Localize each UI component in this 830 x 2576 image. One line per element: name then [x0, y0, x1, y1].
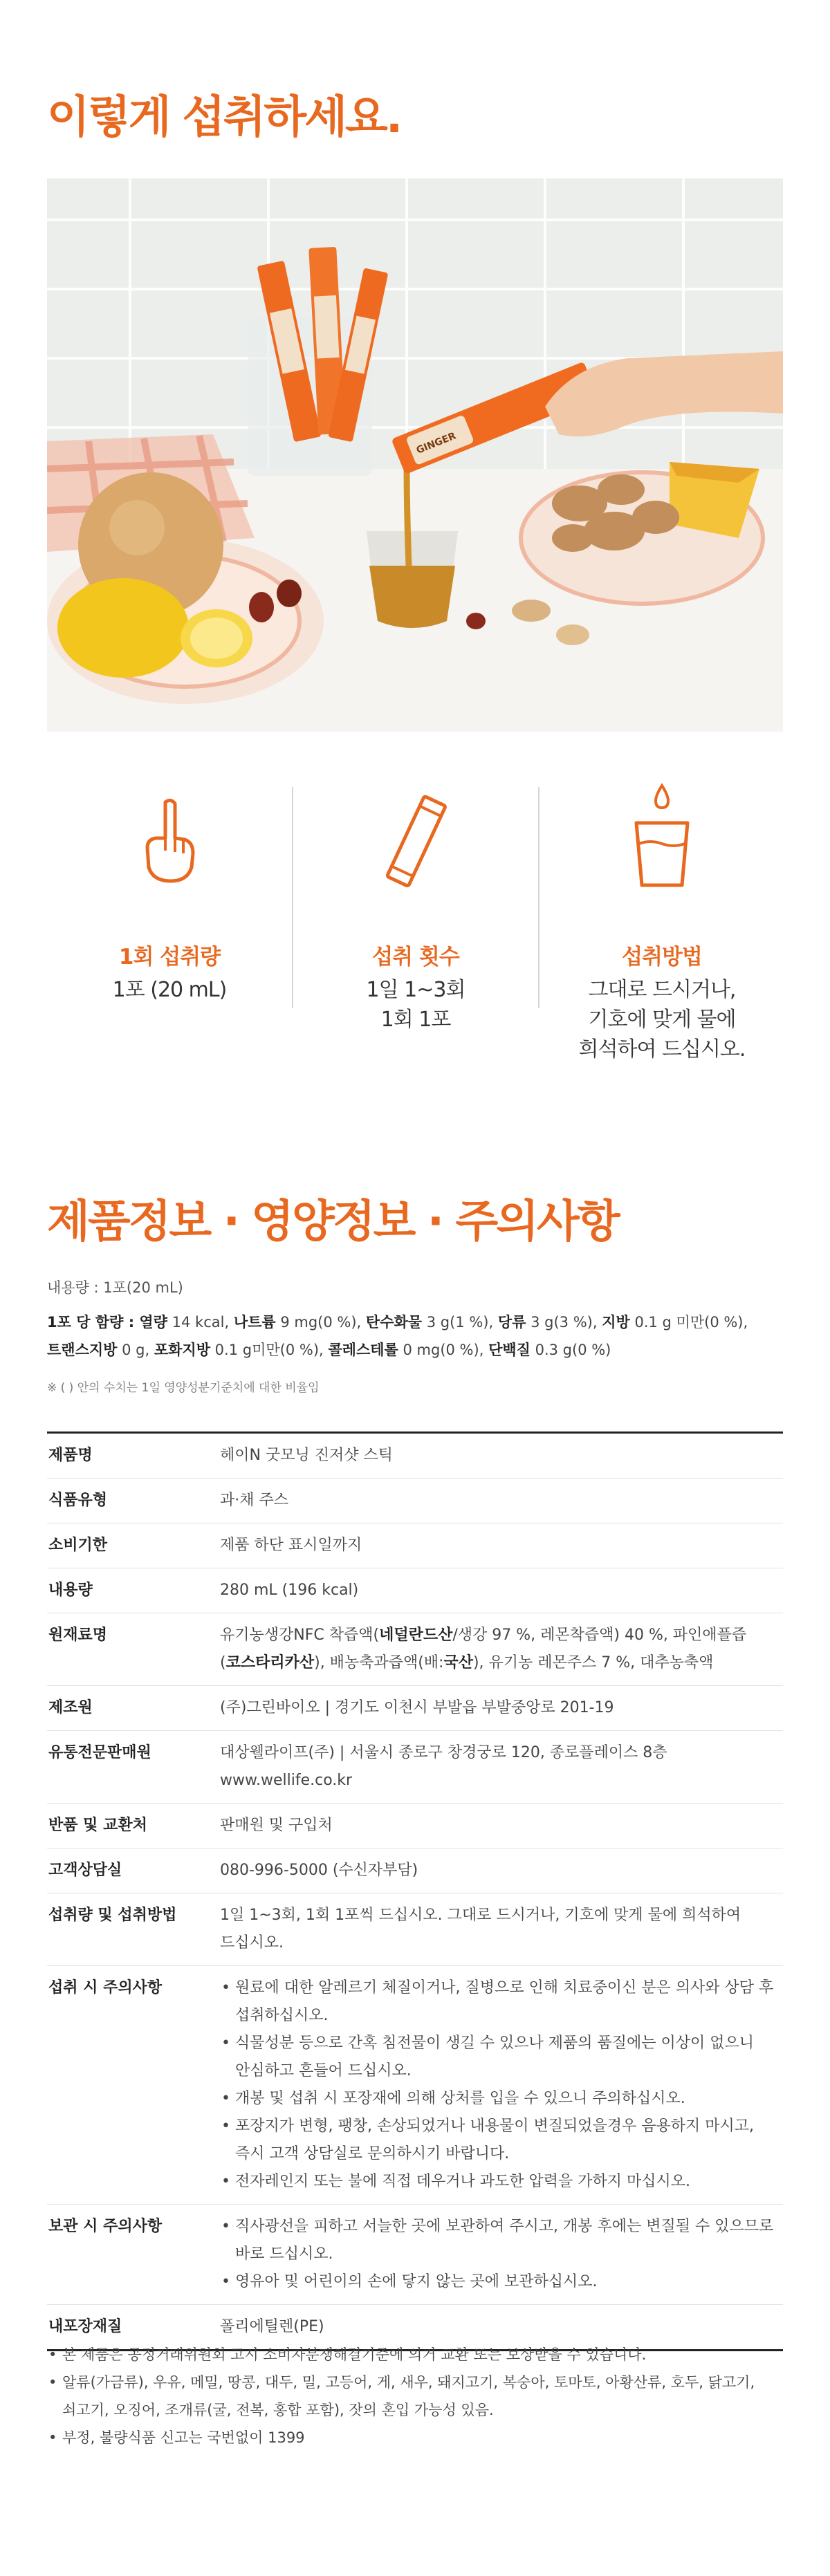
emphasis-text: 포화지방: [154, 1342, 210, 1358]
info-label: 제품명: [47, 1433, 220, 1479]
text-segment: 14 kcal,: [167, 1314, 234, 1331]
info-label: 제조원: [47, 1686, 220, 1731]
info-row: [47, 1686, 783, 1731]
info-label: 식품유형: [47, 1479, 220, 1523]
info-value: 280 mL (196 kcal): [220, 1568, 783, 1613]
info-row: [47, 1568, 783, 1613]
notice-line: • 본 제품은 공정거래위원회 고시 소비자분쟁해결기준에 의거 교환 또는 보상받을 수 있습니다.: [62, 2346, 647, 2363]
product-info-title: 제품정보 · 영양정보 · 주의사항: [47, 1196, 618, 1248]
caution-item: [220, 2113, 776, 2168]
emphasis-text: 단백질: [488, 1342, 531, 1358]
text-segment: 0.1 g 미만(0 %),: [629, 1314, 748, 1331]
nutrition-note: ※ ( ) 안의 수치는 1일 영양성분기준치에 대한 비율임: [47, 1381, 320, 1395]
caution-item: [220, 2085, 776, 2113]
info-row: [47, 1966, 783, 2205]
emphasis-text: 1포 당 함량 :: [47, 1314, 140, 1331]
info-row: [47, 1613, 783, 1686]
notice-line: 쇠고기, 오징어, 조개류(굴, 전복, 홍합 포함), 잣의 혼입 가능성 있음.: [62, 2402, 494, 2418]
text-segment: 0.3 g(0 %): [530, 1342, 611, 1358]
volume-text: 내용량 : 1포(20 mL): [47, 1279, 183, 1296]
intake-guide: [47, 781, 783, 1062]
info-label: 소비기한: [47, 1523, 220, 1568]
notice-line: • 부정, 불량식품 신고는 국번없이 1399: [62, 2429, 305, 2446]
caution-list: [220, 2213, 776, 2296]
emphasis-text: 코스타리카산: [225, 1654, 315, 1671]
text-segment: (: [220, 1654, 226, 1671]
emphasis-text: 나트륨: [233, 1314, 276, 1331]
frequency-line: 1일 1~3회: [366, 978, 465, 1002]
info-label: 반품 및 교환처: [47, 1804, 220, 1848]
caution-line: • 개봉 및 섭취 시 포장재에 의해 상처를 입을 수 있으니 주의하십시오.: [235, 2090, 685, 2107]
text-segment: 3 g(3 %),: [526, 1314, 602, 1331]
method-item: [540, 781, 784, 1062]
info-row: [47, 1731, 783, 1804]
notice-item: [47, 2424, 783, 2452]
emphasis-text: 네덜란드산: [379, 1627, 453, 1644]
info-label: 내용량: [47, 1568, 220, 1613]
text-segment: ), 유기농 레몬주스 7 %, 대추농축액: [472, 1654, 714, 1671]
serving-size-desc: [47, 975, 292, 1005]
info-value-line: 드십시오.: [220, 1934, 284, 1952]
serving-size-item: [47, 781, 292, 1037]
notice-item: [47, 2341, 783, 2369]
info-label: 유통전문판매원: [47, 1731, 220, 1804]
info-value: [220, 1613, 783, 1686]
emphasis-text: 당류: [497, 1314, 526, 1331]
stick-pouch-icon: [381, 793, 450, 892]
caution-item: [220, 2268, 776, 2296]
caution-line: • 영유아 및 어린이의 손에 닿지 않는 곳에 보관하십시오.: [235, 2273, 598, 2290]
info-value: [220, 2205, 783, 2305]
info-row: [47, 1893, 783, 1966]
method-title: 섭취방법: [622, 945, 702, 970]
text-segment: ), 배농축과즙액(배:: [314, 1654, 444, 1671]
frequency-desc: [293, 975, 538, 1035]
emphasis-text: 트랜스지방: [47, 1342, 118, 1358]
product-photo: [47, 178, 783, 732]
method-line: 희석하여 드십시오.: [578, 1037, 746, 1062]
serving-size-title: 1회 섭취량: [118, 945, 221, 970]
nutrition-facts: [47, 1308, 794, 1364]
info-value: 제품 하단 표시일까지: [220, 1523, 783, 1568]
emphasis-text: 열량: [139, 1314, 167, 1331]
caution-line: 즉시 고객 상담실로 문의하시기 바랍니다.: [235, 2145, 510, 2162]
caution-item: [220, 2213, 776, 2268]
info-label: 내포장재질: [48, 2318, 122, 2335]
info-row: [47, 1804, 783, 1848]
info-label: 고객상담실: [47, 1848, 220, 1893]
info-label: 보관 시 주의사항: [47, 2205, 220, 2305]
info-label: 섭취 시 주의사항: [47, 1966, 220, 2205]
info-value: 과·채 주스: [220, 1479, 783, 1523]
text-segment: 9 mg(0 %),: [275, 1314, 366, 1331]
info-value: 폴리에틸렌(PE): [220, 2318, 324, 2335]
emphasis-text: 콜레스테롤: [328, 1342, 398, 1358]
nutrition-line: [47, 1336, 794, 1364]
info-value: 헤이N 굿모닝 진저샷 스틱: [220, 1433, 783, 1479]
text-segment: 0 g,: [117, 1342, 154, 1358]
method-desc: [540, 975, 784, 1064]
method-line: 그대로 드시거나,: [588, 978, 736, 1002]
info-value: [220, 1966, 783, 2205]
info-row: [47, 1433, 783, 1479]
hand-one-finger-icon: [142, 795, 197, 888]
water-glass-icon: [631, 781, 693, 895]
text-segment: 유기농생강NFC 착즙액(: [220, 1627, 380, 1644]
caution-line: 안심하고 흔들어 드십시오.: [235, 2062, 412, 2079]
info-value: [220, 1893, 783, 1966]
text-segment: 3 g(1 %),: [422, 1314, 498, 1331]
caution-list: [220, 1974, 776, 2196]
info-row: [47, 2205, 783, 2305]
emphasis-text: 지방: [602, 1314, 630, 1331]
method-line: 기호에 맞게 물에: [588, 1008, 736, 1032]
info-label: 섭취량 및 섭취방법: [47, 1893, 220, 1966]
caution-item: [220, 2030, 776, 2085]
caution-line: • 전자레인지 또는 불에 직접 데우거나 과도한 압력을 가하지 마십시오.: [235, 2173, 690, 2190]
info-row: [47, 1479, 783, 1523]
info-value: (주)그린바이오 | 경기도 이천시 부발읍 부발중앙로 201-19: [220, 1686, 783, 1731]
info-value-line: www.wellife.co.kr: [220, 1772, 353, 1789]
emphasis-text: 국산: [443, 1654, 473, 1671]
frequency-item: [293, 781, 538, 1037]
caution-line: • 식물성분 등으로 간혹 침전물이 생길 수 있으나 제품의 품질에는 이상이 없으니: [235, 2035, 754, 2052]
serving-size-line: 1포 (20 mL): [112, 978, 227, 1002]
info-value: 판매원 및 구입처: [220, 1804, 783, 1848]
notice-item: [47, 2369, 783, 2424]
nutrition-line: [47, 1308, 794, 1336]
caution-line: 바로 드십시오.: [235, 2245, 333, 2263]
notice-list: [47, 2341, 783, 2452]
caution-item: [220, 1974, 776, 2030]
text-segment: 0.1 g미만(0 %),: [210, 1342, 329, 1358]
usage-section-title: 이렇게 섭취하세요.: [47, 92, 401, 143]
text-segment: 0 mg(0 %),: [398, 1342, 489, 1358]
info-row: [47, 1523, 783, 1568]
product-info-table: [47, 1431, 783, 2351]
frequency-title: 섭취 횟수: [372, 945, 459, 970]
caution-line: • 원료에 대한 알레르기 체질이거나, 질병으로 인해 치료중이신 분은 의사와 상담 후: [235, 1979, 774, 1996]
caution-item: [220, 2168, 776, 2196]
info-value: [220, 1731, 783, 1804]
info-value-line: 대상웰라이프(주) | 서울시 종로구 창경궁로 120, 종로플레이스 8층: [220, 1744, 667, 1761]
notice-line: • 알류(가금류), 우유, 메밀, 땅콩, 대두, 밀, 고등어, 게, 새우, 돼지고기, 복숭아, 토마토, 아황산류, 호두, 닭고기,: [62, 2374, 755, 2391]
info-label: 원재료명: [47, 1613, 220, 1686]
info-value: 080-996-5000 (수신자부담): [220, 1848, 783, 1893]
info-row: [47, 1848, 783, 1893]
text-segment: /생강 97 %, 레몬착즙액) 40 %, 파인애플즙: [452, 1627, 747, 1644]
info-value-line: 1일 1~3회, 1회 1포씩 드십시오. 그대로 드시거나, 기호에 맞게 물에 희석하여: [220, 1907, 741, 1924]
caution-line: 섭취하십시오.: [235, 2007, 329, 2024]
caution-line: • 포장지가 변형, 팽창, 손상되었거나 내용물이 변질되었을경우 음용하지 마시고,: [235, 2118, 754, 2135]
frequency-line: 1회 1포: [380, 1008, 451, 1032]
caution-line: • 직사광선을 피하고 서늘한 곳에 보관하여 주시고, 개봉 후에는 변질될 수 있으므로: [235, 2218, 774, 2235]
emphasis-text: 탄수화물: [365, 1314, 423, 1331]
svg-text:GINGER: GINGER: [414, 430, 458, 456]
